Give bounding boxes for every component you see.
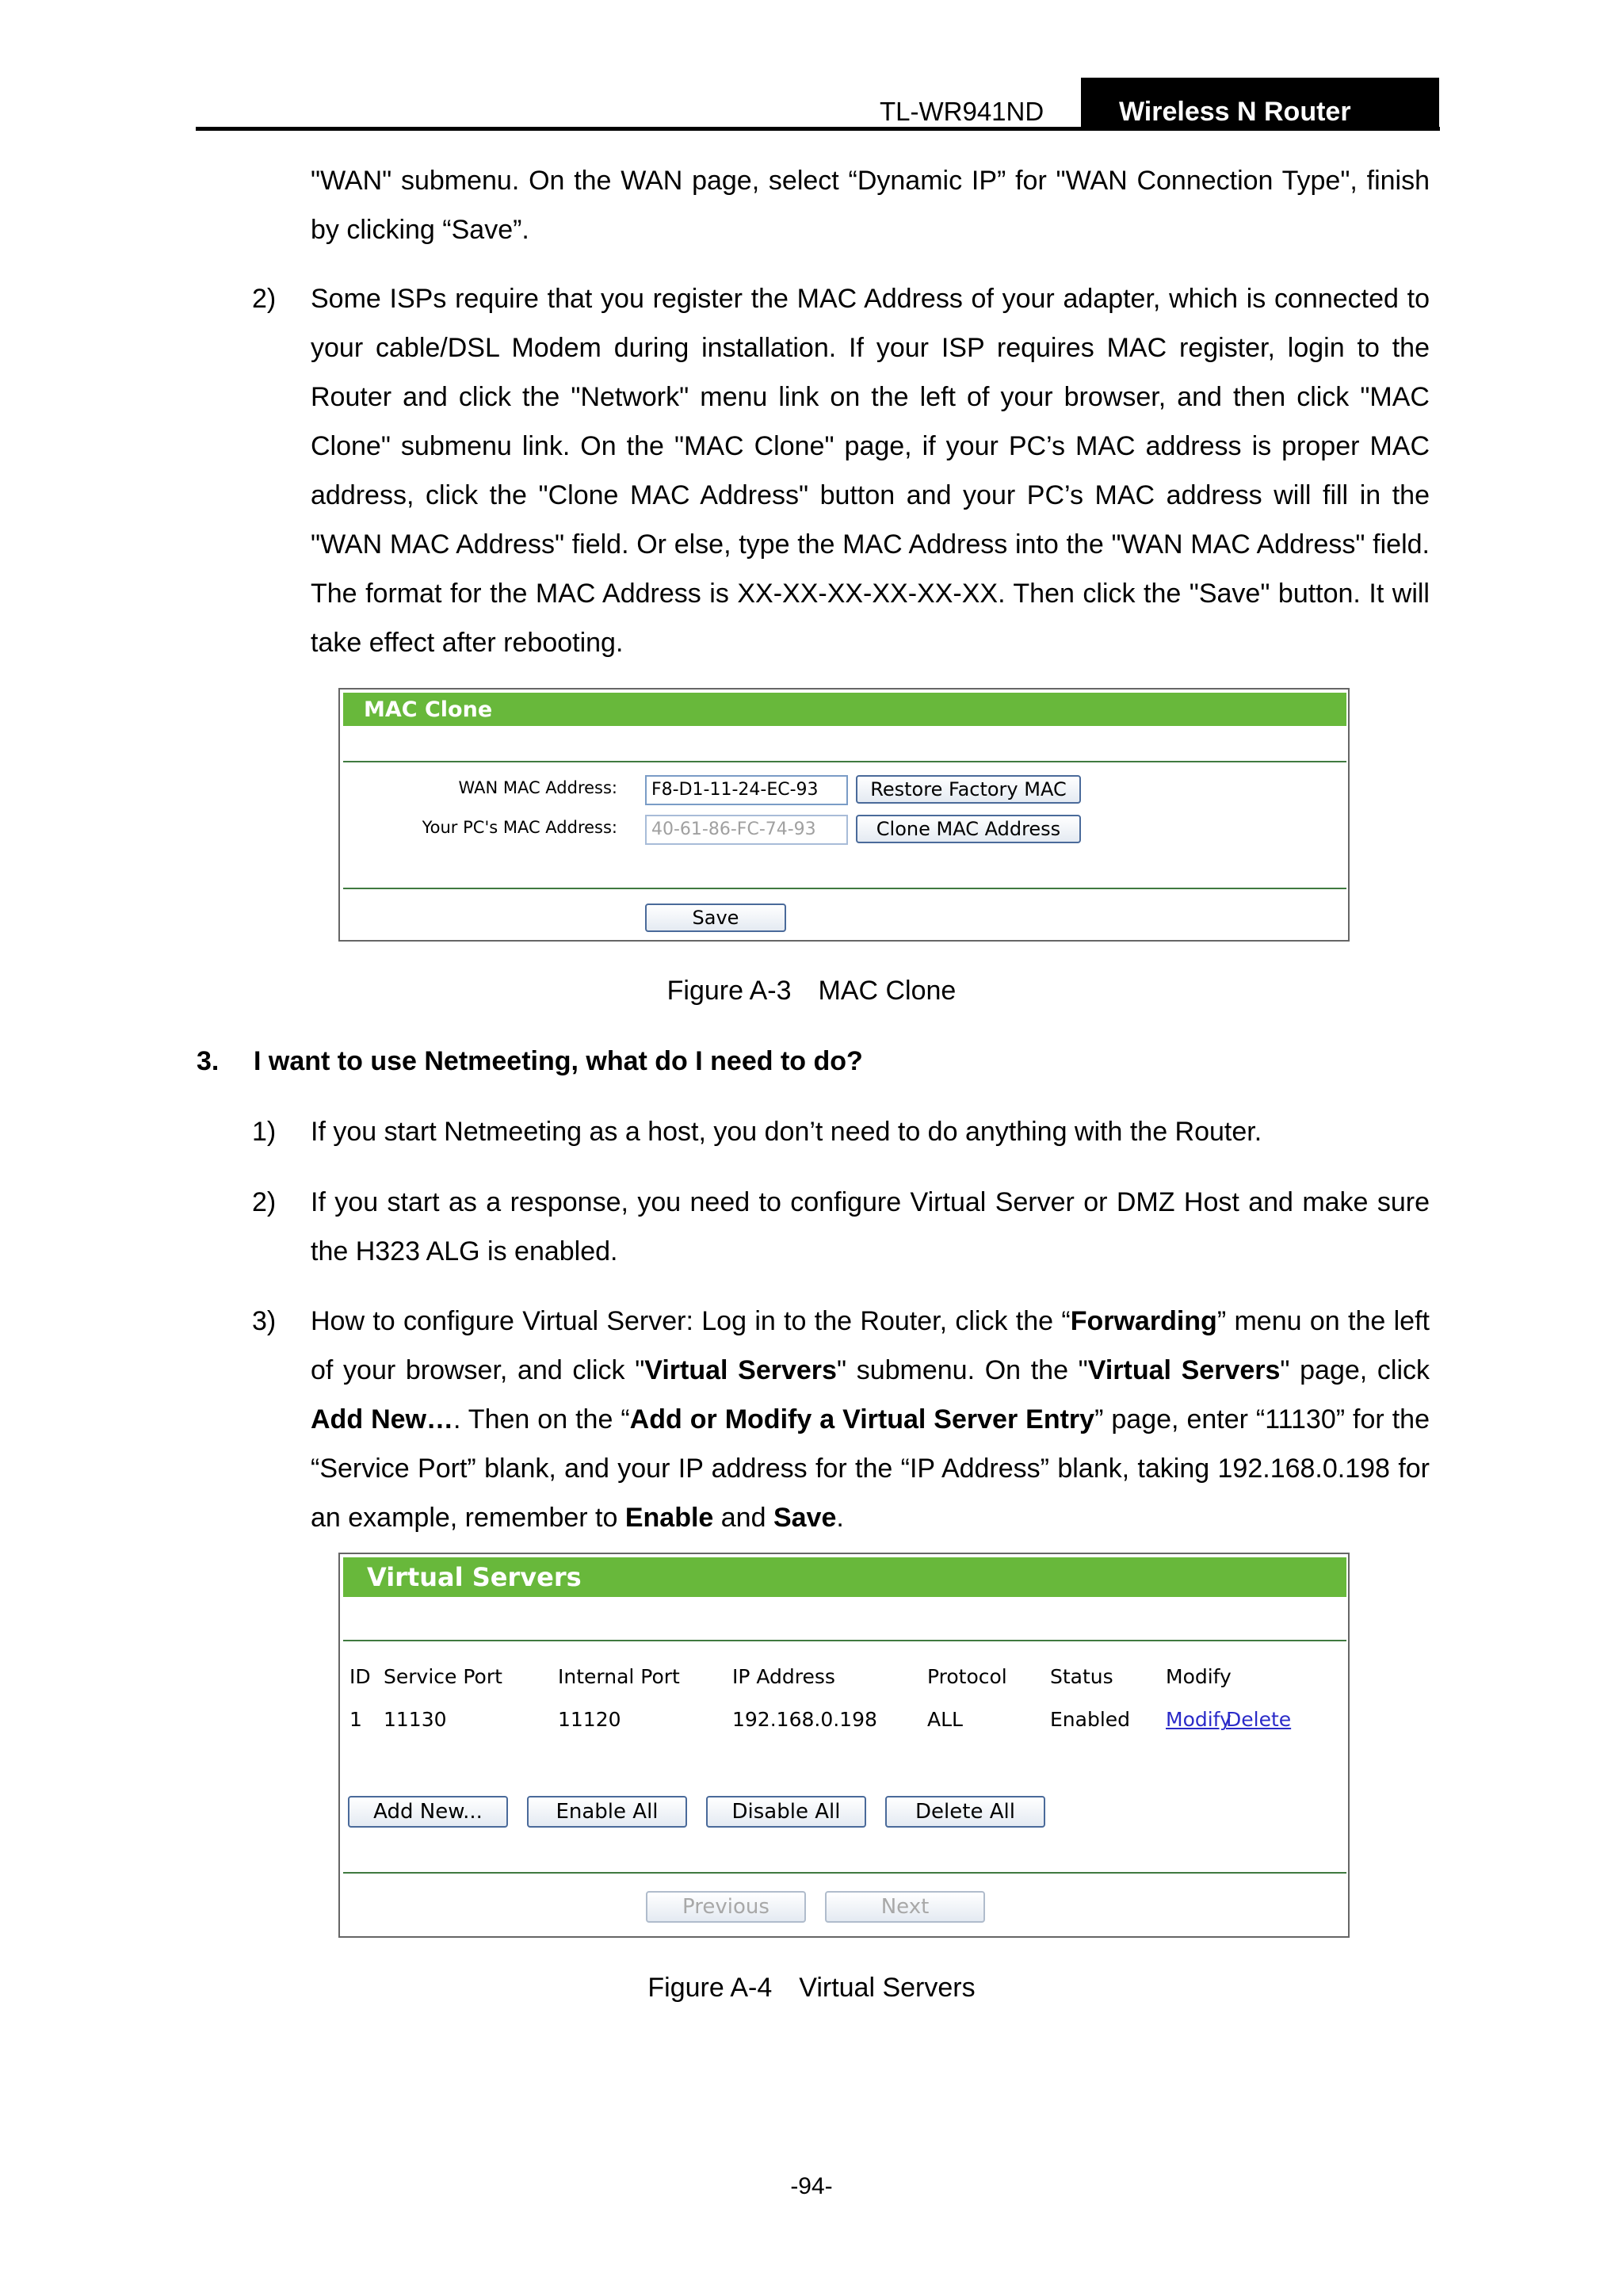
mac-clone-title-bar: MAC Clone	[343, 693, 1346, 726]
q3-item-3-text: How to configure Virtual Server: Log in to the Router, click the “Forwarding” menu on the left of your browser, and click "Virtual Servers" submenu. On the "Virtual Servers" page, click Add New…. Then on the “Add or Modify a Virtual Server Entry” page, enter “11130” for the “Service Port” blank, and your IP address for the “IP Address” blank, taking 192.168.0.198 for an example, remember to Enable and Save.	[311, 1306, 1430, 1533]
virtual-servers-title-bar: Virtual Servers	[343, 1557, 1346, 1597]
item-2-number: 2)	[252, 284, 277, 314]
q3-item-2-text: If you start as a response, you need to configure Virtual Server or DMZ Host and make sure the H323 ALG is enabled.	[311, 1187, 1430, 1266]
virtual-servers-panel	[338, 1553, 1350, 1938]
question-3-number: 3.	[197, 1046, 220, 1076]
question-3-heading: I want to use Netmeeting, what do I need to do?	[254, 1046, 863, 1076]
next-button[interactable]: Next	[825, 1891, 985, 1923]
figure-a4-title: Virtual Servers	[799, 1973, 976, 2003]
q3-item-2-number: 2)	[252, 1187, 277, 1217]
row-status: Enabled	[1050, 1708, 1131, 1731]
delete-link[interactable]: Delete	[1226, 1708, 1292, 1731]
save-button[interactable]: Save	[645, 904, 786, 932]
q3-item-1-text: If you start Netmeeting as a host, you don’t need to do anything with the Router.	[311, 1117, 1262, 1147]
item-2-paragraph: Some ISPs require that you register the MAC Address of your adapter, which is connected to your cable/DSL Modem during installation. If your ISP requires MAC register, login to the Router and click the "Network" menu link on the left of your browser, and then click "MAC Clone" submenu link. On the "MAC Clone" page, if your PC’s MAC address is proper MAC address, click the "Clone MAC Address" button and your PC’s MAC address will fill in the "WAN MAC Address" field. Or else, type the MAC Address into the "WAN MAC Address" field. The format for the MAC Address is XX-XX-XX-XX-XX-XX. Then click the "Save" button. It will take effect after rebooting.	[311, 284, 1430, 658]
q3-item-3-number: 3)	[252, 1306, 277, 1336]
divider	[343, 761, 1346, 762]
divider	[343, 888, 1346, 889]
row-protocol: ALL	[927, 1708, 963, 1731]
enable-all-button[interactable]: Enable All	[527, 1796, 687, 1828]
figure-a3-caption	[0, 966, 1623, 1015]
clone-mac-address-button[interactable]: Clone MAC Address	[856, 815, 1081, 843]
header-model: TL-WR941ND	[880, 97, 1044, 126]
col-status: Status	[1050, 1665, 1113, 1688]
row-id: 1	[349, 1708, 362, 1731]
header-rule	[196, 127, 1440, 131]
col-service-port: Service Port	[384, 1665, 502, 1688]
disable-all-button[interactable]: Disable All	[706, 1796, 866, 1828]
pc-mac-input[interactable]: 40-61-86-FC-74-93	[645, 815, 848, 845]
wan-mac-input[interactable]: F8-D1-11-24-EC-93	[645, 775, 848, 805]
header-product-tab: Wireless N Router	[1081, 78, 1439, 130]
divider	[343, 1640, 1346, 1641]
wan-mac-label: WAN MAC Address:	[458, 778, 617, 797]
modify-link[interactable]: Modify	[1166, 1708, 1232, 1731]
row-internal-port: 11120	[558, 1708, 621, 1731]
figure-a3-title: MAC Clone	[818, 976, 957, 1006]
page-number: -94-	[790, 2173, 833, 2199]
mac-clone-panel	[338, 688, 1350, 942]
previous-button[interactable]: Previous	[646, 1891, 806, 1923]
row-ip-address: 192.168.0.198	[732, 1708, 877, 1731]
intro-paragraph: "WAN" submenu. On the WAN page, select “Dynamic IP” for "WAN Connection Type", finish by clicking “Save”.	[311, 166, 1430, 245]
q3-item-1-number: 1)	[252, 1117, 277, 1147]
divider	[343, 1872, 1346, 1874]
row-service-port: 11130	[384, 1708, 447, 1731]
col-id: ID	[349, 1665, 371, 1688]
col-protocol: Protocol	[927, 1665, 1007, 1688]
figure-a3-label: Figure A-3	[666, 976, 792, 1006]
col-internal-port: Internal Port	[558, 1665, 680, 1688]
figure-a4-caption	[0, 1963, 1623, 2012]
delete-all-button[interactable]: Delete All	[885, 1796, 1045, 1828]
restore-factory-mac-button[interactable]: Restore Factory MAC	[856, 775, 1081, 804]
col-modify: Modify	[1166, 1665, 1232, 1688]
col-ip-address: IP Address	[732, 1665, 835, 1688]
add-new-button[interactable]: Add New...	[348, 1796, 508, 1828]
figure-a4-label: Figure A-4	[647, 1973, 773, 2003]
pc-mac-label: Your PC's MAC Address:	[422, 818, 617, 837]
